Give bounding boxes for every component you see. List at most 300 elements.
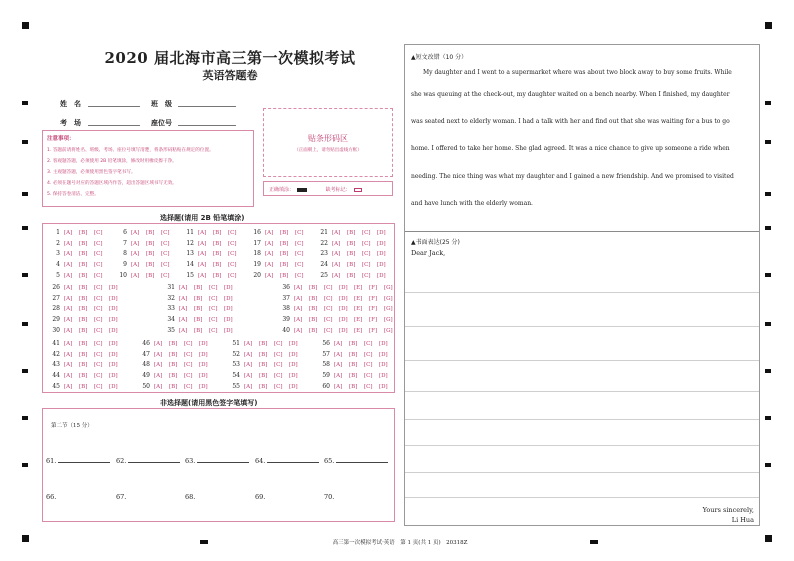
answer-bubble[interactable]: [B] <box>213 272 222 279</box>
mc-question <box>116 229 176 236</box>
answer-bubble[interactable]: [B] <box>79 251 88 258</box>
answer-bubble[interactable]: [C] <box>94 306 103 313</box>
answer-bubble[interactable]: [A] <box>64 373 73 380</box>
answer-bubble[interactable]: [B] <box>347 230 356 236</box>
answer-bubble[interactable]: [B] <box>347 272 356 279</box>
answer-bubble[interactable]: [C] <box>274 373 283 380</box>
answer-bubble[interactable]: [D] <box>199 351 208 358</box>
answer-bubble[interactable]: [D] <box>379 383 388 390</box>
answer-bubble[interactable]: [C] <box>364 341 373 347</box>
answer-bubble[interactable]: [B] <box>259 373 268 380</box>
answer-bubble[interactable]: [G] <box>384 306 393 313</box>
answer-bubble[interactable]: [B] <box>146 262 155 269</box>
blank-item[interactable]: 68. <box>185 493 196 501</box>
answer-bubble[interactable]: [B] <box>79 317 88 324</box>
answer-bubble[interactable]: [A] <box>64 351 73 358</box>
answer-bubble[interactable]: [B] <box>347 240 356 247</box>
answer-bubble[interactable]: [A] <box>64 251 73 258</box>
answer-bubble[interactable]: [A] <box>154 373 163 380</box>
answer-bubble[interactable]: [D] <box>109 317 118 324</box>
mc-question <box>49 383 124 390</box>
answer-bubble[interactable]: [B] <box>79 240 88 247</box>
writing-line[interactable] <box>405 445 759 446</box>
answer-bubble[interactable]: [C] <box>184 351 193 358</box>
absent-mark-checkbox[interactable] <box>354 188 362 192</box>
answer-bubble[interactable]: [C] <box>228 272 237 279</box>
answer-bubble[interactable]: [B] <box>213 240 222 247</box>
answer-bubble[interactable]: [C] <box>184 341 193 347</box>
answer-bubble[interactable]: [B] <box>79 230 88 236</box>
answer-bubble[interactable]: [A] <box>154 362 163 369</box>
seat-field[interactable] <box>178 125 236 126</box>
answer-bubble[interactable]: [C] <box>94 317 103 324</box>
question-number: 25 <box>320 271 328 279</box>
blank-item[interactable]: 65. <box>324 457 388 465</box>
answer-bubble[interactable]: [A] <box>334 383 343 390</box>
writing-line[interactable] <box>405 419 759 420</box>
answer-bubble[interactable]: [D] <box>224 306 233 313</box>
writing-line[interactable] <box>405 497 759 498</box>
answer-bubble[interactable]: [B] <box>169 341 178 347</box>
mc-question <box>49 305 124 312</box>
answer-bubble[interactable]: [C] <box>324 285 333 291</box>
page-title: 2020 届北海市高三第一次模拟考试 <box>104 49 356 67</box>
answer-bubble[interactable]: [C] <box>364 383 373 390</box>
answer-bubble[interactable]: [C] <box>94 351 103 358</box>
answer-bubble[interactable]: [A] <box>64 317 73 324</box>
barcode-title: 贴条形码区 <box>308 134 348 143</box>
answer-bubble[interactable]: [B] <box>79 285 88 291</box>
answer-bubble[interactable]: [B] <box>349 341 358 347</box>
answer-bubble[interactable]: [C] <box>161 240 170 247</box>
answer-bubble[interactable]: [A] <box>179 306 188 313</box>
answer-bubble[interactable]: [B] <box>79 383 88 390</box>
mc-question <box>164 316 239 323</box>
answer-bubble[interactable]: [A] <box>294 327 303 334</box>
answer-bubble[interactable]: [A] <box>154 341 163 347</box>
answer-bubble[interactable]: [F] <box>369 295 378 302</box>
answer-bubble[interactable]: [D] <box>339 285 348 291</box>
answer-bubble[interactable]: [B] <box>349 351 358 358</box>
question-number: 32 <box>167 294 175 302</box>
blank-item[interactable]: 62. <box>116 457 180 465</box>
answer-bubble[interactable]: [B] <box>280 240 289 247</box>
exam-room-field[interactable] <box>88 125 140 126</box>
answer-bubble[interactable]: [G] <box>384 317 393 324</box>
answer-bubble[interactable]: [B] <box>213 251 222 258</box>
answer-bubble[interactable]: [B] <box>349 362 358 369</box>
question-number: 34 <box>167 316 175 324</box>
answer-bubble[interactable]: [D] <box>377 251 386 258</box>
answer-bubble[interactable]: [F] <box>369 306 378 313</box>
answer-bubble[interactable]: [C] <box>362 251 371 258</box>
answer-bubble[interactable]: [E] <box>354 295 363 302</box>
answer-bubble[interactable]: [A] <box>332 240 341 247</box>
question-number: 48 <box>142 361 150 369</box>
answer-bubble[interactable]: [B] <box>309 327 318 334</box>
writing-line[interactable] <box>405 292 759 293</box>
answer-bubble[interactable]: [D] <box>339 327 348 334</box>
answer-bubble[interactable]: [A] <box>294 295 303 302</box>
answer-bubble[interactable]: [A] <box>198 272 207 279</box>
answer-bubble[interactable]: [B] <box>349 373 358 380</box>
question-number: 8 <box>123 250 127 258</box>
answer-bubble[interactable]: [C] <box>94 230 103 236</box>
answer-bubble[interactable]: [D] <box>109 306 118 313</box>
writing-line[interactable] <box>405 326 759 327</box>
answer-bubble[interactable]: [C] <box>209 327 218 334</box>
answer-bubble[interactable]: [B] <box>169 362 178 369</box>
answer-bubble[interactable]: [A] <box>154 383 163 390</box>
timing-mark <box>22 273 28 277</box>
name-field[interactable] <box>88 106 140 107</box>
mc-question <box>317 240 392 247</box>
answer-bubble[interactable]: [A] <box>265 272 274 279</box>
answer-bubble[interactable]: [D] <box>379 373 388 380</box>
answer-bubble[interactable]: [B] <box>280 262 289 269</box>
answer-bubble[interactable]: [A] <box>244 383 253 390</box>
answer-bubble[interactable]: [C] <box>295 240 304 247</box>
answer-bubble[interactable]: [A] <box>64 306 73 313</box>
answer-bubble[interactable]: [A] <box>198 230 207 236</box>
answer-bubble[interactable]: [A] <box>294 285 303 291</box>
answer-bubble[interactable]: [C] <box>161 251 170 258</box>
answer-bubble[interactable]: [E] <box>354 285 363 291</box>
answer-bubble[interactable]: [C] <box>209 295 218 302</box>
answer-bubble[interactable]: [D] <box>109 362 118 369</box>
question-number: 39 <box>282 316 290 324</box>
writing-line[interactable] <box>405 472 759 473</box>
answer-bubble[interactable]: [E] <box>354 317 363 324</box>
blank-item[interactable]: 64. <box>255 457 319 465</box>
answer-bubble[interactable]: [B] <box>280 230 289 236</box>
answer-bubble[interactable]: [A] <box>64 272 73 279</box>
answer-bubble[interactable]: [B] <box>146 240 155 247</box>
question-number: 28 <box>52 305 60 313</box>
answer-bubble[interactable]: [C] <box>184 362 193 369</box>
answer-bubble[interactable]: [B] <box>194 306 203 313</box>
exam-room-label: 考 场 <box>60 119 81 127</box>
answer-bubble[interactable]: [C] <box>274 383 283 390</box>
answer-bubble[interactable]: [B] <box>194 317 203 324</box>
answer-bubble[interactable]: [B] <box>347 262 356 269</box>
answer-bubble[interactable]: [D] <box>109 383 118 390</box>
answer-bubble[interactable]: [B] <box>259 362 268 369</box>
answer-bubble[interactable]: [C] <box>324 295 333 302</box>
question-number: 26 <box>52 284 60 291</box>
answer-bubble[interactable]: [C] <box>274 351 283 358</box>
blank-item[interactable]: 66. <box>46 493 57 501</box>
answer-bubble[interactable]: [A] <box>334 351 343 358</box>
answer-bubble[interactable]: [B] <box>79 295 88 302</box>
answer-bubble[interactable]: [C] <box>362 272 371 279</box>
answer-bubble[interactable]: [C] <box>94 240 103 247</box>
answer-bubble[interactable]: [D] <box>379 351 388 358</box>
answer-bubble[interactable]: [D] <box>224 285 233 291</box>
answer-bubble[interactable]: [C] <box>362 240 371 247</box>
answer-bubble[interactable]: [A] <box>334 341 343 347</box>
answer-bubble[interactable]: [B] <box>309 295 318 302</box>
answer-bubble[interactable]: [D] <box>339 306 348 313</box>
answer-bubble[interactable]: [D] <box>224 327 233 334</box>
answer-bubble[interactable]: [A] <box>198 240 207 247</box>
answer-bubble[interactable]: [B] <box>169 373 178 380</box>
answer-bubble[interactable]: [C] <box>295 251 304 258</box>
answer-bubble[interactable]: [B] <box>309 317 318 324</box>
answer-bubble[interactable]: [A] <box>64 262 73 269</box>
mc-question <box>317 250 392 257</box>
answer-bubble[interactable]: [A] <box>64 362 73 369</box>
answer-bubble[interactable]: [C] <box>274 341 283 347</box>
answer-bubble[interactable]: [B] <box>213 230 222 236</box>
answer-bubble[interactable]: [B] <box>79 262 88 269</box>
answer-bubble[interactable]: [C] <box>364 362 373 369</box>
answer-bubble[interactable]: [A] <box>64 327 73 334</box>
mc-question <box>49 340 124 347</box>
answer-bubble[interactable]: [D] <box>289 362 298 369</box>
answer-bubble[interactable]: [C] <box>209 306 218 313</box>
answer-bubble[interactable]: [C] <box>209 317 218 324</box>
answer-bubble[interactable]: [C] <box>94 251 103 258</box>
answer-bubble[interactable]: [C] <box>228 251 237 258</box>
answer-bubble[interactable]: [D] <box>199 383 208 390</box>
answer-bubble[interactable]: [E] <box>354 327 363 334</box>
answer-bubble[interactable]: [B] <box>194 285 203 291</box>
answer-bubble[interactable]: [A] <box>131 240 140 247</box>
answer-bubble[interactable]: [B] <box>146 272 155 279</box>
answer-bubble[interactable]: [B] <box>259 383 268 390</box>
answer-bubble[interactable]: [C] <box>228 240 237 247</box>
answer-bubble[interactable]: [D] <box>199 373 208 380</box>
answer-bubble[interactable]: [A] <box>265 262 274 269</box>
answer-bubble[interactable]: [B] <box>79 306 88 313</box>
answer-bubble[interactable]: [A] <box>198 251 207 258</box>
answer-bubble[interactable]: [A] <box>265 240 274 247</box>
answer-bubble[interactable]: [D] <box>379 341 388 347</box>
answer-bubble[interactable]: [E] <box>354 306 363 313</box>
answer-bubble[interactable]: [A] <box>265 230 274 236</box>
answer-bubble[interactable]: [B] <box>79 327 88 334</box>
passage-line: she was queuing at the check-out, my daughter waited on a bench nearby. When I finished, my daughter <box>411 91 730 98</box>
answer-bubble[interactable]: [B] <box>146 230 155 236</box>
answer-bubble[interactable]: [D] <box>377 262 386 269</box>
answer-bubble[interactable]: [A] <box>198 262 207 269</box>
answer-bubble[interactable]: [B] <box>79 341 88 347</box>
question-number: 43 <box>52 361 60 369</box>
answer-bubble[interactable]: [C] <box>94 272 103 279</box>
answer-bubble[interactable]: [C] <box>94 341 103 347</box>
answer-bubble[interactable]: [D] <box>199 362 208 369</box>
answer-bubble[interactable]: [C] <box>161 230 170 236</box>
answer-bubble[interactable]: [C] <box>228 262 237 269</box>
answer-bubble[interactable]: [C] <box>295 272 304 279</box>
answer-bubble[interactable]: [C] <box>228 230 237 236</box>
registration-mark <box>765 22 772 29</box>
correct-fill-label: 正确填涂： <box>269 187 295 193</box>
answer-bubble[interactable]: [D] <box>377 272 386 279</box>
answer-bubble[interactable]: [A] <box>244 373 253 380</box>
answer-bubble[interactable]: [A] <box>294 317 303 324</box>
answer-bubble[interactable]: [D] <box>109 285 118 291</box>
answer-bubble[interactable]: [C] <box>324 306 333 313</box>
answer-bubble[interactable]: [A] <box>265 251 274 258</box>
answer-bubble[interactable]: [A] <box>179 295 188 302</box>
answer-bubble[interactable]: [A] <box>332 251 341 258</box>
question-number: 7 <box>123 239 127 247</box>
timing-mark <box>765 416 771 420</box>
answer-bubble[interactable]: [B] <box>309 306 318 313</box>
answer-bubble[interactable]: [C] <box>184 373 193 380</box>
answer-bubble[interactable]: [A] <box>334 373 343 380</box>
answer-bubble[interactable]: [G] <box>384 295 393 302</box>
answer-bubble[interactable]: [A] <box>64 383 73 390</box>
answer-bubble[interactable]: [C] <box>364 351 373 358</box>
answer-bubble[interactable]: [A] <box>179 327 188 334</box>
answer-bubble[interactable]: [B] <box>280 251 289 258</box>
answer-bubble[interactable]: [B] <box>259 351 268 358</box>
answer-bubble[interactable]: [A] <box>64 341 73 347</box>
answer-bubble[interactable]: [A] <box>332 272 341 279</box>
blank-item[interactable]: 63. <box>185 457 249 465</box>
answer-bubble[interactable]: [B] <box>280 272 289 279</box>
answer-bubble[interactable]: [A] <box>294 306 303 313</box>
writing-line[interactable] <box>405 391 759 392</box>
answer-bubble[interactable]: [C] <box>94 285 103 291</box>
answer-bubble[interactable]: [B] <box>194 327 203 334</box>
mc-question <box>279 284 399 291</box>
mc-question <box>229 372 304 379</box>
answer-bubble[interactable]: [F] <box>369 317 378 324</box>
answer-bubble[interactable]: [D] <box>109 341 118 347</box>
timing-mark <box>765 369 771 373</box>
answer-bubble[interactable]: [C] <box>209 285 218 291</box>
answer-bubble[interactable]: [A] <box>179 317 188 324</box>
class-field[interactable] <box>178 106 236 107</box>
answer-bubble[interactable]: [B] <box>79 373 88 380</box>
answer-bubble[interactable]: [B] <box>79 272 88 279</box>
answer-bubble[interactable]: [C] <box>161 262 170 269</box>
blank-item[interactable]: 67. <box>116 493 127 501</box>
answer-bubble[interactable]: [B] <box>79 362 88 369</box>
answer-bubble[interactable]: [C] <box>295 262 304 269</box>
answer-bubble[interactable]: [B] <box>146 251 155 258</box>
answer-bubble[interactable]: [A] <box>179 285 188 291</box>
question-number: 20 <box>253 271 261 279</box>
blank-item[interactable]: 61. <box>46 457 110 465</box>
answer-bubble[interactable]: [D] <box>377 240 386 247</box>
answer-bubble[interactable]: [C] <box>362 230 371 236</box>
mc-question <box>183 261 243 268</box>
mc-question <box>139 372 214 379</box>
answer-bubble[interactable]: [B] <box>259 341 268 347</box>
answer-bubble[interactable]: [B] <box>169 351 178 358</box>
writing-line[interactable] <box>405 360 759 361</box>
answer-bubble[interactable]: [C] <box>324 327 333 334</box>
answer-bubble[interactable]: [G] <box>384 327 393 334</box>
answer-bubble[interactable]: [D] <box>289 351 298 358</box>
answer-bubble[interactable]: [A] <box>64 285 73 291</box>
answer-bubble[interactable]: [D] <box>109 351 118 358</box>
blank-item[interactable]: 70. <box>324 493 335 501</box>
answer-bubble[interactable]: [F] <box>369 327 378 334</box>
answer-bubble[interactable]: [D] <box>109 295 118 302</box>
answer-bubble[interactable]: [A] <box>244 351 253 358</box>
answer-bubble[interactable]: [A] <box>244 362 253 369</box>
timing-mark <box>22 463 28 467</box>
answer-bubble[interactable]: [B] <box>349 383 358 390</box>
answer-bubble[interactable]: [D] <box>289 373 298 380</box>
instruction-item: 3. 主观题答题，必须使用黑色签字笔书写。 <box>47 170 136 175</box>
answer-bubble[interactable]: [A] <box>131 230 140 236</box>
answer-bubble[interactable]: [C] <box>94 362 103 369</box>
answer-bubble[interactable]: [B] <box>309 285 318 291</box>
answer-bubble[interactable]: [A] <box>131 251 140 258</box>
answer-bubble[interactable]: [C] <box>94 262 103 269</box>
answer-bubble[interactable]: [D] <box>377 230 386 236</box>
answer-bubble[interactable]: [D] <box>109 327 118 334</box>
answer-bubble[interactable]: [D] <box>379 362 388 369</box>
answer-bubble[interactable]: [D] <box>339 295 348 302</box>
answer-bubble[interactable]: [B] <box>194 295 203 302</box>
timing-mark <box>765 273 771 277</box>
answer-bubble[interactable]: [C] <box>161 272 170 279</box>
answer-bubble[interactable]: [B] <box>169 383 178 390</box>
answer-bubble[interactable]: [A] <box>154 351 163 358</box>
answer-bubble[interactable]: [B] <box>347 251 356 258</box>
answer-bubble[interactable]: [A] <box>131 272 140 279</box>
answer-bubble[interactable]: [C] <box>362 262 371 269</box>
answer-bubble[interactable]: [A] <box>334 362 343 369</box>
answer-bubble[interactable]: [D] <box>224 295 233 302</box>
closing: Yours sincerely, <box>702 506 754 514</box>
timing-mark <box>765 101 771 105</box>
answer-bubble[interactable]: [A] <box>64 295 73 302</box>
answer-bubble[interactable]: [A] <box>64 230 73 236</box>
answer-bubble[interactable]: [C] <box>94 327 103 334</box>
non-choice-heading: 非选择题(请用黑色签字笔填写) <box>160 399 258 407</box>
answer-bubble[interactable]: [C] <box>94 373 103 380</box>
question-number: 57 <box>322 350 330 358</box>
answer-bubble[interactable]: [C] <box>184 383 193 390</box>
barcode-area[interactable] <box>263 108 393 177</box>
passage-line: home. I offered to take her home. She glad agreed. It was a nice chance to give up someone a ride when <box>411 145 730 152</box>
answer-bubble[interactable]: [C] <box>274 362 283 369</box>
blank-item[interactable]: 69. <box>255 493 266 501</box>
answer-bubble[interactable]: [B] <box>79 351 88 358</box>
answer-bubble[interactable]: [C] <box>324 317 333 324</box>
answer-bubble[interactable]: [A] <box>332 230 341 236</box>
answer-bubble[interactable]: [B] <box>213 262 222 269</box>
registration-mark <box>22 22 29 29</box>
answer-bubble[interactable]: [A] <box>64 240 73 247</box>
question-number: 1 <box>56 229 60 236</box>
answer-bubble[interactable]: [F] <box>369 285 378 291</box>
answer-bubble[interactable]: [D] <box>224 317 233 324</box>
answer-bubble[interactable]: [C] <box>364 373 373 380</box>
answer-bubble[interactable]: [D] <box>289 341 298 347</box>
answer-bubble[interactable]: [A] <box>244 341 253 347</box>
answer-bubble[interactable]: [A] <box>332 262 341 269</box>
answer-bubble[interactable]: [G] <box>384 285 393 291</box>
answer-bubble[interactable]: [D] <box>199 341 208 347</box>
answer-bubble[interactable]: [D] <box>339 317 348 324</box>
answer-bubble[interactable]: [C] <box>94 295 103 302</box>
answer-bubble[interactable]: [D] <box>289 383 298 390</box>
answer-bubble[interactable]: [D] <box>109 373 118 380</box>
answer-bubble[interactable]: [C] <box>295 230 304 236</box>
answer-bubble[interactable]: [C] <box>94 383 103 390</box>
answer-bubble[interactable]: [A] <box>131 262 140 269</box>
